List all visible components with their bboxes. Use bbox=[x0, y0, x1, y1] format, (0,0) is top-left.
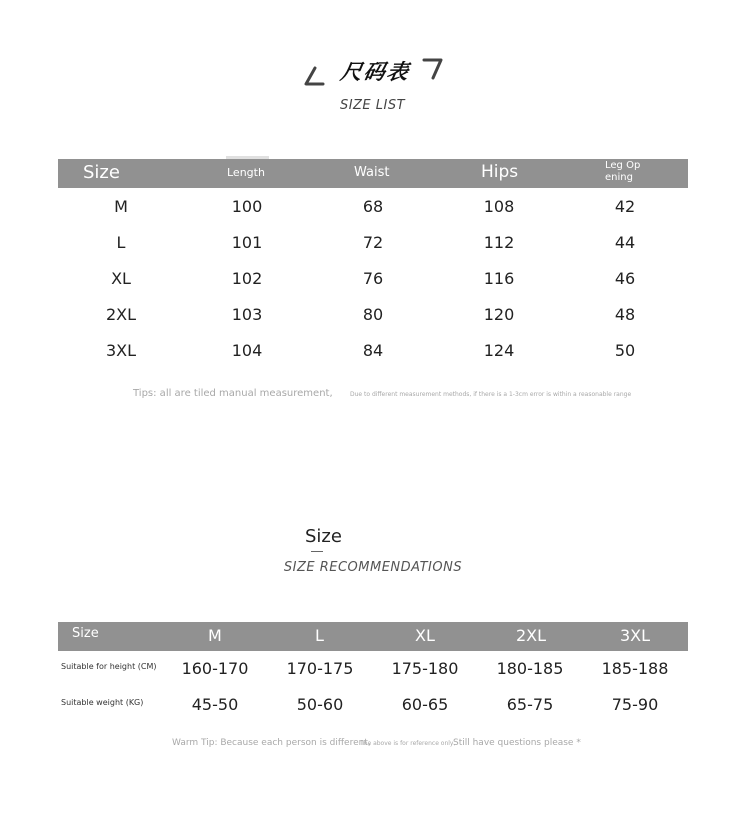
cell-leg-opening: 44 bbox=[614, 233, 636, 252]
cell-length: 103 bbox=[231, 305, 263, 324]
header-leg-opening: Leg Op ening bbox=[605, 160, 641, 183]
row-label-weight: Suitable weight (KG) bbox=[61, 698, 144, 707]
size-recommendations-header-bar bbox=[58, 622, 688, 651]
cell-waist: 76 bbox=[362, 269, 384, 288]
header-2xl: 2XL bbox=[516, 626, 547, 645]
size-recommendations-subtitle: SIZE RECOMMENDATIONS bbox=[283, 560, 463, 575]
row-label-height: Suitable for height (CM) bbox=[61, 662, 157, 671]
cell-leg-opening: 46 bbox=[614, 269, 636, 288]
cell-leg-opening: 50 bbox=[614, 341, 636, 360]
cell-2xl: 180-185 bbox=[496, 659, 564, 678]
size-list-tip: Tips: all are tiled manual measurement, bbox=[133, 388, 333, 399]
cell-3xl: 75-90 bbox=[611, 695, 659, 714]
cell-length: 104 bbox=[231, 341, 263, 360]
cell-l: 170-175 bbox=[286, 659, 354, 678]
cell-size: L bbox=[116, 233, 126, 252]
cell-hips: 116 bbox=[483, 269, 515, 288]
size-list-title-cn: 尺码表 bbox=[338, 60, 412, 84]
header-m: M bbox=[208, 626, 222, 645]
cell-size: 3XL bbox=[105, 341, 137, 360]
cell-waist: 84 bbox=[362, 341, 384, 360]
cell-waist: 68 bbox=[362, 197, 384, 216]
cell-size: M bbox=[114, 197, 128, 216]
cell-hips: 108 bbox=[483, 197, 515, 216]
size-recommendations-title: Size bbox=[305, 526, 342, 547]
cell-waist: 80 bbox=[362, 305, 384, 324]
header-xl: XL bbox=[415, 626, 435, 645]
cell-hips: 112 bbox=[483, 233, 515, 252]
cell-size: XL bbox=[111, 269, 131, 288]
header-hips: Hips bbox=[481, 162, 519, 182]
recommendations-tip-small: The above is for reference only, bbox=[360, 740, 456, 747]
size-list-title bbox=[0, 56, 750, 86]
header-size: Size bbox=[72, 626, 99, 641]
cell-leg-opening: 48 bbox=[614, 305, 636, 324]
cell-3xl: 185-188 bbox=[601, 659, 669, 678]
size-list-subtitle: SIZE LIST bbox=[339, 98, 406, 113]
cell-xl: 60-65 bbox=[401, 695, 449, 714]
cell-length: 102 bbox=[231, 269, 263, 288]
cell-hips: 124 bbox=[483, 341, 515, 360]
header-size: Size bbox=[83, 162, 120, 183]
cell-size: 2XL bbox=[105, 305, 137, 324]
header-l: L bbox=[315, 626, 324, 645]
recommendations-tip-end: Still have questions please * bbox=[453, 738, 581, 748]
cell-l: 50-60 bbox=[296, 695, 344, 714]
cell-length: 101 bbox=[231, 233, 263, 252]
cell-leg-opening: 42 bbox=[614, 197, 636, 216]
cell-xl: 175-180 bbox=[391, 659, 459, 678]
header-waist: Waist bbox=[354, 165, 390, 180]
recommendations-tip: Warm Tip: Because each person is different, bbox=[172, 738, 371, 748]
header-3xl: 3XL bbox=[620, 626, 651, 645]
left-bracket-decoration-icon bbox=[303, 66, 327, 90]
size-list-header-bar bbox=[58, 159, 688, 188]
cell-m: 45-50 bbox=[191, 695, 239, 714]
cell-length: 100 bbox=[231, 197, 263, 216]
cell-waist: 72 bbox=[362, 233, 384, 252]
cell-m: 160-170 bbox=[181, 659, 249, 678]
header-length: Length bbox=[227, 166, 265, 179]
right-bracket-decoration-icon bbox=[421, 56, 445, 82]
cell-2xl: 65-75 bbox=[506, 695, 554, 714]
cell-hips: 120 bbox=[483, 305, 515, 324]
size-list-tip-small: Due to different measurement methods, if there is a 1-3cm error is within a reasonable range bbox=[350, 391, 632, 398]
title-underline bbox=[311, 551, 323, 552]
